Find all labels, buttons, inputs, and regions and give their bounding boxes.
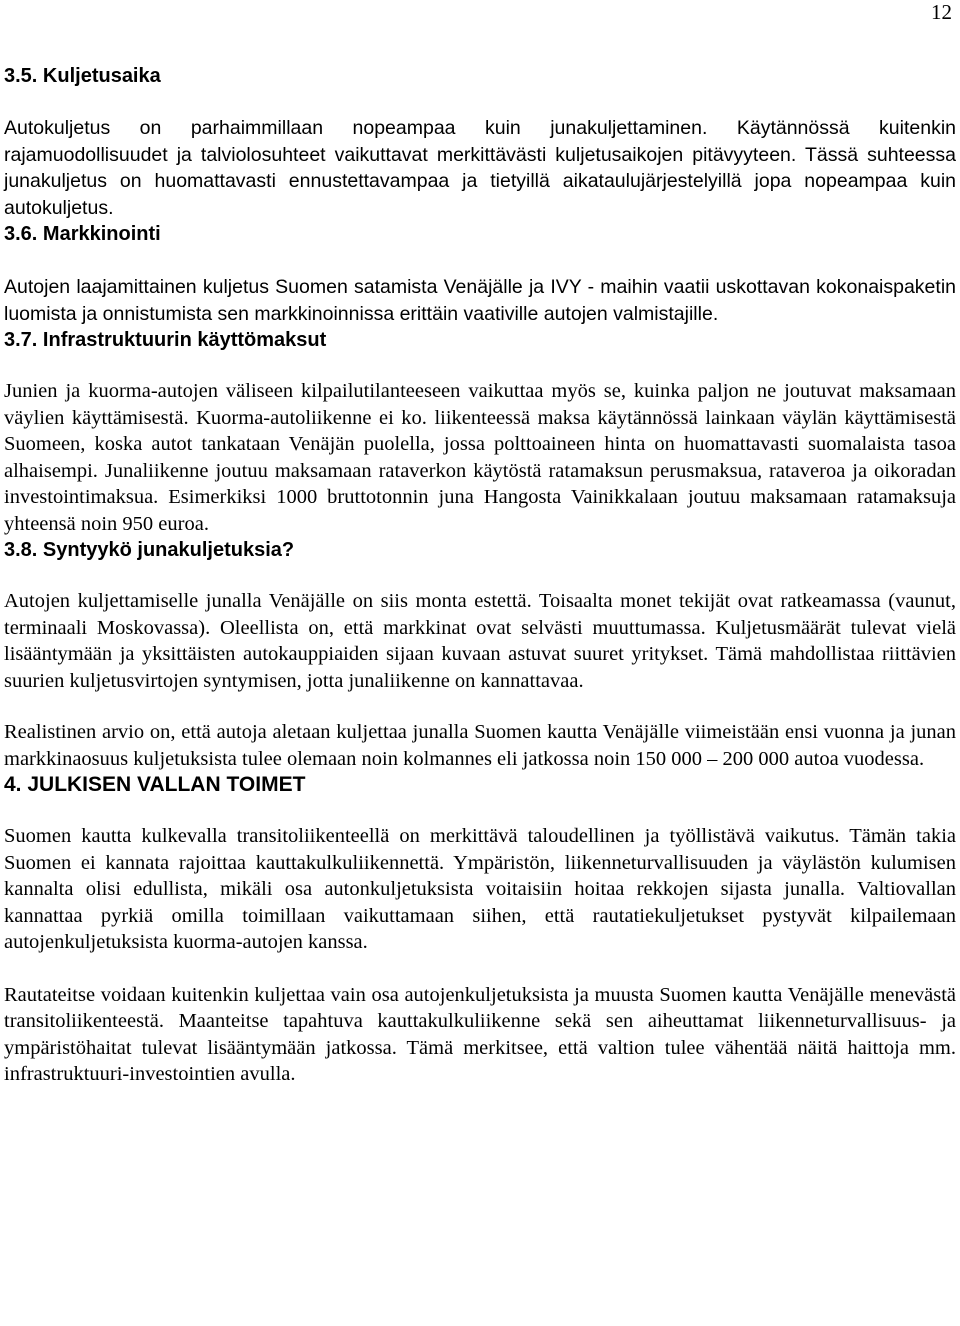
section-heading-junakuljetukset: 3.8. Syntyykö junakuljetuksia? xyxy=(4,539,295,561)
paragraph-julkisen-vallan-2: Rautateitse voidaan kuitenkin kuljettaa vain osa autojenkuljetuksista ja muusta Suomen kautta Venäjälle menevästä transitoliikenteestä. Maanteitse tapahtuva kauttakulkuliikenne sekä sen aiheuttamat liikenneturvallisuus- ja ympäristöhaitat tulevat lisääntymään jatkossa. Tämä merkitsee, että valtion tulee vähentää näitä haittoja mm. infrastruktuuri-investointien avulla. xyxy=(4,983,956,1085)
page-number: 12 xyxy=(931,0,952,24)
paragraph-kayttomaksut: Junien ja kuorma-autojen väliseen kilpailutilanteeseen vaikuttaa myös se, kuinka paljon ne joutuvat maksamaan väylien käyttämisestä. Kuorma-autoliikenne ei ko. liikenteessä maksa käytännössä lainkaan väylän käyttämisestä Suomeen, koska autot tankataan Venäjän puolella, jossa polttoaineen hinta on huomattavasti suomalaista tasoa alhaisempi. Junaliikenne joutuu maksamaan rataverkon käytöstä ratamaksun perusmaksua, rataveroa ja oikoradan investointimaksua. Esimerkiksi 1000 bruttotonnin juna Hangosta Vainikkalaan joutuu maksamaan ratamaksuja yhteensä noin 950 euroa. xyxy=(4,380,956,535)
chapter-heading-julkisen-vallan-toimet: 4. JULKISEN VALLAN TOIMET xyxy=(4,773,306,796)
paragraph-kuljetusaika: Autokuljetus on parhaimmillaan nopeampaa kuin junakuljettaminen. Käytännössä kuitenkin rajamuodollisuudet ja talviolosuhteet vaikuttavat merkittävästi kuljetusaikojen pitävyyteen. Tässä suhteessa junakuljetus on huomattavasti ennustettavampaa ja tietyillä aikataulujärjestelyillä jopa nopeampaa kuin autokuljetus. xyxy=(4,117,956,219)
paragraph-julkisen-vallan-1: Suomen kautta kulkevalla transitoliikenteellä on merkittävä taloudellinen ja työllistävä vaikutus. Tämän takia Suomen ei kannata rajoittaa kauttakulkuliikennettä. Ympäristön, liikenneturvallisuuden ja väylästön kulumisen kannalta olisi edullista, mikäli osa autonkuljetuksista voitaisiin hoitaa rekkojen sijasta junalla. Valtiovallan kannattaa pyrkiä omilla toimillaan vaikuttamaan siihen, että rautatiekuljetukset pystyvät kilpailemaan autojenkuljetuksista kuorma-autojen kanssa. xyxy=(4,825,956,953)
paragraph-junakuljetukset-2: Realistinen arvio on, että autoja aletaan kuljettaa junalla Suomen kautta Venäjälle viimeistään ensi vuonna ja junan markkinaosuus kuljetuksista tulee olemaan noin kolmannes eli jatkossa noin 150 000 – 200 000 autoa vuodessa. xyxy=(4,721,956,770)
section-heading-kayttomaksut: 3.7. Infrastruktuurin käyttömaksut xyxy=(4,329,327,351)
paragraph-junakuljetukset-1: Autojen kuljettamiselle junalla Venäjälle on siis monta estettä. Toisaalta monet tekijät ovat ratkeamassa (vaunut, terminaali Moskovassa). Oleellista on, että markkinat ovat selvästi muuttumassa. Kuljetusmäärät tulevat vielä lisääntymään ja yksittäisten autokauppiaiden sijaan kuvaan astuvat suuret yritykset. Tämä mahdollistaa riittävien suurien kuljetusvirtojen syntymisen, jotta junaliikenne on kannattavaa. xyxy=(4,590,956,692)
paragraph-markkinointi: Autojen laajamittainen kuljetus Suomen satamista Venäjälle ja IVY - maihin vaatii uskottavan kokonaispaketin luomista ja onnistumista sen markkinoinnissa erittäin vaativille autojen valmistajille. xyxy=(4,276,956,325)
section-heading-kuljetusaika: 3.5. Kuljetusaika xyxy=(4,65,161,87)
section-heading-markkinointi: 3.6. Markkinointi xyxy=(4,223,161,245)
document-body xyxy=(4,63,956,1088)
